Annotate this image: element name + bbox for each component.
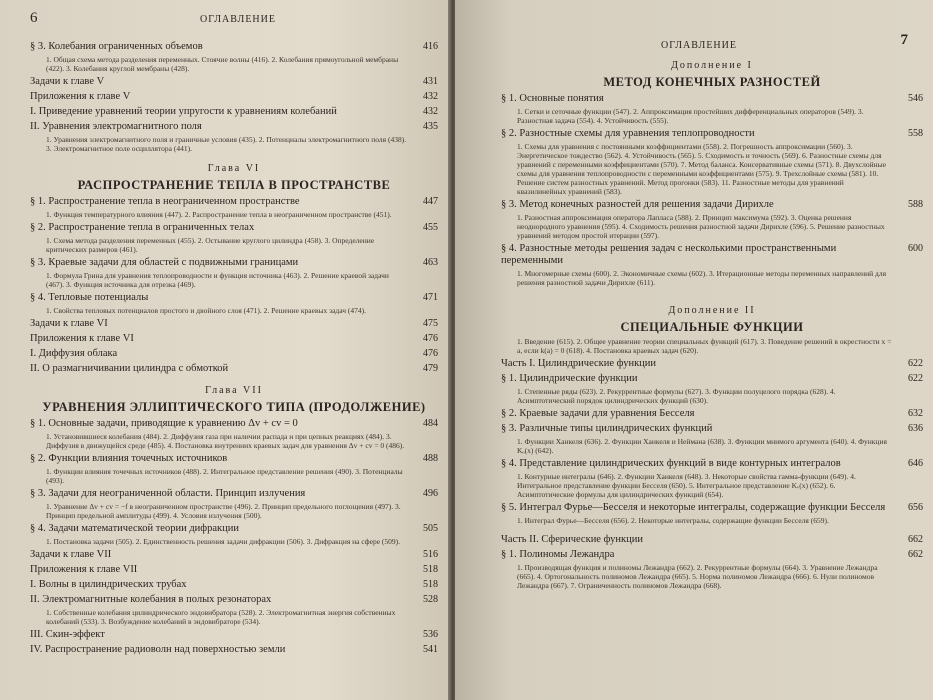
part-1-heading — [501, 358, 923, 370]
addendum-1-title: МЕТОД КОНЕЧНЫХ РАЗНОСТЕЙ — [603, 75, 821, 89]
toc-entry-title: § 1. Полиномы Лежандра — [501, 549, 615, 560]
toc-entry-page: 518 — [423, 564, 438, 575]
toc-entry — [501, 423, 923, 435]
toc-entry-title: IV. Распространение радиоволн над поверхностью земли — [30, 644, 286, 655]
toc-entry — [501, 93, 923, 105]
right-page — [455, 0, 933, 700]
right-page-header — [501, 14, 923, 58]
toc-entry — [501, 408, 923, 420]
toc-entry-subsections: 1. Уравнения электромагнитного поля и граничные условия (435). 2. Потенциалы электромагнитного поля (438). 3. Электромагнитное поле осциллятора (441). — [46, 135, 407, 153]
right-page-number: 7 — [900, 32, 909, 48]
toc-entry-title: Приложения к главе VI — [30, 333, 134, 344]
toc-entry-page: 416 — [423, 41, 438, 52]
toc-entry-subsections: 1. Контурные интегралы (646). 2. Функции Ханкеля (648). 3. Некоторые свойства гамма-функции (649). 4. Интегральное представление функции Бесселя (650). 5. Интегральное представление Kᵥ(x) (652). 6. Асимптотические формулы для цилиндрических функций (654). — [517, 472, 856, 499]
toc-entry-page: 646 — [908, 458, 923, 469]
toc-entry-subsections: 1. Производящая функция и полиномы Лежандра (662). 2. Рекуррентные формулы (664). 3. Уравнение Лежандра (665). 4. Ортогональность полиномов Лежандра (665). 5. Норма полиномов Лежандра (666). 6. Нули полиномов Лежандра (667). 7. Ограниченность полиномов Лежандра (668). — [517, 563, 878, 590]
toc-entry — [30, 121, 438, 133]
toc-entry-page: 541 — [423, 644, 438, 655]
toc-entry — [501, 128, 923, 140]
toc-entry-subsections: 1. Свойства тепловых потенциалов простого и двойного слоя (471). 2. Решение краевых задач (474). — [46, 306, 367, 315]
toc-entry-title: § 5. Интеграл Фурье—Бесселя и некоторые интегралы, содержащие функции Бесселя — [501, 502, 886, 513]
toc-entry — [30, 76, 438, 88]
toc-entry-title: § 3. Различные типы цилиндрических функций — [501, 423, 713, 434]
chapter-7-label: Глава VII — [205, 385, 263, 396]
toc-entry-title: II. Уравнения электромагнитного поля — [30, 121, 202, 132]
toc-entry — [30, 629, 438, 641]
toc-entry-page: 471 — [423, 292, 438, 303]
toc-entry — [30, 594, 438, 606]
toc-entry-page: 546 — [908, 93, 923, 104]
toc-entry-title: I. Волны в цилиндрических трубах — [30, 579, 187, 590]
toc-entry-title: § 2. Функции влияния точечных источников — [30, 453, 228, 464]
toc-entry — [501, 458, 923, 470]
toc-entry-subsections: 1. Функция температурного влияния (447). 2. Распространение тепла в неограниченном пространстве (451). — [46, 210, 392, 219]
left-page-header — [30, 8, 438, 38]
chapter-7-title: УРАВНЕНИЯ ЭЛЛИПТИЧЕСКОГО ТИПА (ПРОДОЛЖЕНИЕ) — [42, 400, 426, 414]
toc-entry — [30, 523, 438, 535]
toc-entry-subsections: 1. Разностная аппроксимация оператора Лапласа (588). 2. Принцип максимума (592). 3. Оценка решения неоднородного уравнения (595). 4. Сходимость решения разностной задачи Дирихле (596). 5. Решение разностных уравнений методом простой итерации (597). — [517, 213, 885, 240]
toc-entry — [30, 564, 438, 576]
toc-entry — [30, 292, 438, 304]
chapter-6-list — [30, 196, 438, 375]
toc-entry-title: Приложения к главе V — [30, 91, 131, 102]
toc-entry-page: 662 — [908, 549, 923, 560]
addendum-2-label: Дополнение II — [668, 305, 756, 316]
toc-entry — [30, 106, 438, 118]
left-page — [0, 0, 452, 700]
toc-entry-title: II. О размагничивании цилиндра с обмоткой — [30, 363, 229, 374]
chapter-7-list — [30, 418, 438, 656]
toc-entry-title: § 4. Задачи математической теории дифракции — [30, 523, 239, 534]
toc-entry-title: § 1. Распространение тепла в неограниченном пространстве — [30, 196, 300, 207]
toc-entry-subsections: 1. Функции влияния точечных источников (488). 2. Интегральное представление решения (490). 3. Потенциалы (493). — [46, 467, 403, 485]
toc-entry-page: 455 — [423, 222, 438, 233]
toc-entry — [30, 363, 438, 375]
toc-entry-page: 588 — [908, 199, 923, 210]
toc-entry-page: 528 — [423, 594, 438, 605]
toc-entry — [30, 418, 438, 430]
toc-entry-page: 518 — [423, 579, 438, 590]
toc-entry-page: 632 — [908, 408, 923, 419]
toc-entry-title: I. Диффузия облака — [30, 348, 118, 359]
toc-entry-title: III. Скин-эффект — [30, 629, 105, 640]
part-2-title: Часть II. Сферические функции — [501, 534, 643, 545]
toc-entry — [30, 488, 438, 500]
toc-entry — [501, 373, 923, 385]
toc-entry-title: II. Электромагнитные колебания в полых резонаторах — [30, 594, 272, 605]
left-page-number: 6 — [30, 10, 39, 26]
toc-entry — [30, 318, 438, 330]
toc-entry — [30, 348, 438, 360]
toc-entry-page: 475 — [423, 318, 438, 329]
toc-entry — [501, 243, 923, 267]
toc-entry-page: 447 — [423, 196, 438, 207]
toc-entry-page: 536 — [423, 629, 438, 640]
toc-entry-subsections: 1. Собственные колебания цилиндрического эндовибратора (528). 2. Электромагнитная энергия собственных колебаний (533). 3. Возбуждение колебаний в эндовибраторе (534). — [46, 608, 396, 626]
toc-entry-page: 476 — [423, 348, 438, 359]
toc-entry — [30, 333, 438, 345]
toc-entry-title: § 1. Основные задачи, приводящие к уравнению Δv + cv = 0 — [30, 418, 298, 429]
toc-entry — [30, 549, 438, 561]
toc-entry-page: 484 — [423, 418, 438, 429]
toc-entry-title: § 4. Тепловые потенциалы — [30, 292, 149, 303]
part-2-page: 662 — [908, 534, 923, 545]
toc-entry-title: § 3. Задачи для неограниченной области. Принцип излучения — [30, 488, 306, 499]
toc-entry-page: 558 — [908, 128, 923, 139]
toc-entry-subsections: 1. Уравнение Δv + cv = −f в неограниченном пространстве (496). 2. Принцип предельного поглощения (497). 3. Принцип предельной амплитуды (499). 4. Условия излучения (500). — [46, 502, 401, 520]
toc-entry-subsections: 1. Степенные ряды (623). 2. Рекуррентные формулы (627). 3. Функции полуцелого порядка (628). 4. Асимптотический порядок цилиндрических функций (630). — [517, 387, 836, 405]
toc-entry-page: 516 — [423, 549, 438, 560]
toc-entry — [501, 549, 923, 561]
toc-entry-title: § 3. Метод конечных разностей для решения задачи Дирихле — [501, 199, 774, 210]
toc-entry-title: § 2. Разностные схемы для уравнения теплопроводности — [501, 128, 755, 139]
toc-entry-subsections: 1. Функции Ханкеля (636). 2. Функции Ханкеля и Неймана (638). 3. Функции мнимого аргумента (640). 4. Функция Kₒ(x) (642). — [517, 437, 887, 455]
part-2-heading — [501, 534, 923, 546]
toc-entry-page: 656 — [908, 502, 923, 513]
toc-entry-subsections: 1. Интеграл Фурье—Бесселя (656). 2. Некоторые интегралы, содержащие функции Бесселя (659). — [517, 516, 829, 525]
toc-entry-title: Задачи к главе V — [30, 76, 105, 87]
addendum-1-label: Дополнение I — [671, 60, 753, 71]
toc-entry-title: § 1. Основные понятия — [501, 93, 604, 104]
toc-entry-page: 505 — [423, 523, 438, 534]
toc-entry — [30, 196, 438, 208]
toc-entry — [30, 222, 438, 234]
toc-entry — [30, 91, 438, 103]
toc-entry-subsections: 1. Многомерные схемы (600). 2. Экономичные схемы (602). 3. Итерационные методы переменных направлений для решения разностной задачи Дирихле (611). — [517, 269, 887, 287]
toc-entry-subsections: 1. Постановка задачи (505). 2. Единственность решения задачи дифракции (506). 3. Дифракция на сфере (509). — [46, 537, 401, 546]
toc-entry-page: 488 — [423, 453, 438, 464]
addendum-2-intro: 1. Введение (615). 2. Общее уравнение теории специальных функций (617). 3. Поведение решений в окрестности x = a, если k(a) = 0 (618). 4. Постановка краевых задач (620). — [517, 337, 892, 355]
toc-entry-page: 432 — [423, 106, 438, 117]
toc-entry — [30, 257, 438, 269]
toc-entry-page: 463 — [423, 257, 438, 268]
part-1-list — [501, 373, 923, 525]
toc-entry — [30, 579, 438, 591]
chapter-6-label: Глава VI — [207, 163, 261, 174]
toc-entry-page: 636 — [908, 423, 923, 434]
toc-entry-title: § 1. Цилиндрические функции — [501, 373, 638, 384]
toc-entry-title: Приложения к главе VII — [30, 564, 138, 575]
toc-entry-title: § 4. Представление цилиндрических функций в виде контурных интегралов — [501, 458, 841, 469]
left-top-list — [30, 41, 438, 153]
toc-entry-page: 600 — [908, 243, 923, 254]
part-1-title: Часть I. Цилиндрические функции — [501, 358, 657, 369]
toc-entry — [30, 453, 438, 465]
toc-entry — [501, 502, 923, 514]
toc-entry — [30, 41, 438, 53]
toc-entry-subsections: 1. Схемы для уравнения с постоянными коэффициентами (558). 2. Погрешность аппроксимации (560). 3. Энергетическое тождество (562). 4. Устойчивость (565). 5. Сходимость и точность (569). 6. Разностные схемы для уравнений с переменными коэффициентами (570). 7. Метод баланса. Консервативные схемы (571). 8. Двухслойные схемы для уравнения теплопроводности с переменными коэффициентами (575). 9. Трехслойные схемы (581). 10. Решение систем разностных уравнений. Метод прогонки (583). 11. Разностные методы для уравнений квазилинейных уравнений (583). — [517, 142, 887, 196]
addendum-1-list — [501, 93, 923, 287]
toc-entry-title: Задачи к главе VII — [30, 549, 112, 560]
toc-entry-page: 496 — [423, 488, 438, 499]
toc-entry-page: 431 — [423, 76, 438, 87]
chapter-6-title: РАСПРОСТРАНЕНИЕ ТЕПЛА В ПРОСТРАНСТВЕ — [77, 178, 391, 192]
toc-entry-subsections: 1. Сетки и сеточные функции (547). 2. Аппроксимация простейших дифференциальных операторов (549). 3. Разностная задача (554). 4. Устойчивость (555). — [517, 107, 864, 125]
toc-entry — [30, 644, 438, 656]
toc-entry — [501, 199, 923, 211]
toc-entry-page: 435 — [423, 121, 438, 132]
toc-entry-title: § 3. Колебания ограниченных объемов — [30, 41, 203, 52]
toc-entry-title: I. Приведение уравнений теории упругости к уравнениям колебаний — [30, 106, 337, 117]
part-2-list — [501, 549, 923, 590]
right-running-title: ОГЛАВЛЕНИЕ — [661, 40, 737, 51]
toc-entry-title: § 3. Краевые задачи для областей с подвижными границами — [30, 257, 299, 268]
toc-entry-subsections: 1. Схема метода разделения переменных (455). 2. Остывание круглого цилиндра (458). 3. Определение критических размеров (461). — [46, 236, 375, 254]
toc-entry-page: 432 — [423, 91, 438, 102]
addendum-2-title: СПЕЦИАЛЬНЫЕ ФУНКЦИИ — [620, 320, 804, 334]
toc-entry-title: § 2. Распространение тепла в ограниченных телах — [30, 222, 255, 233]
toc-entry-title: § 2. Краевые задачи для уравнения Бесселя — [501, 408, 695, 419]
toc-entry-page: 622 — [908, 373, 923, 384]
toc-entry-subsections: 1. Общая схема метода разделения переменных. Стоячие волны (416). 2. Колебания прямоугольной мембраны (422). 3. Колебания круглой мембраны (428). — [46, 55, 399, 73]
toc-entry-page: 479 — [423, 363, 438, 374]
left-running-title: ОГЛАВЛЕНИЕ — [200, 14, 276, 25]
toc-entry-subsections: 1. Формула Грина для уравнения теплопроводности и функция источника (463). 2. Решение краевой задачи (467). 3. Функция источника для отрезка (469). — [46, 271, 389, 289]
toc-entry-subsections: 1. Установившиеся колебания (484). 2. Диффузия газа при наличии распада и при цепных реакциях (484). 3. Диффузия в движущейся среде (485). 4. Постановка внутренних краевых задач для уравнения Δv + cv = 0 (486). — [46, 432, 405, 450]
toc-entry-title: § 4. Разностные методы решения задач с несколькими пространственными переменными — [501, 243, 837, 266]
toc-entry-page: 476 — [423, 333, 438, 344]
toc-entry-title: Задачи к главе VI — [30, 318, 108, 329]
part-1-page: 622 — [908, 358, 923, 369]
